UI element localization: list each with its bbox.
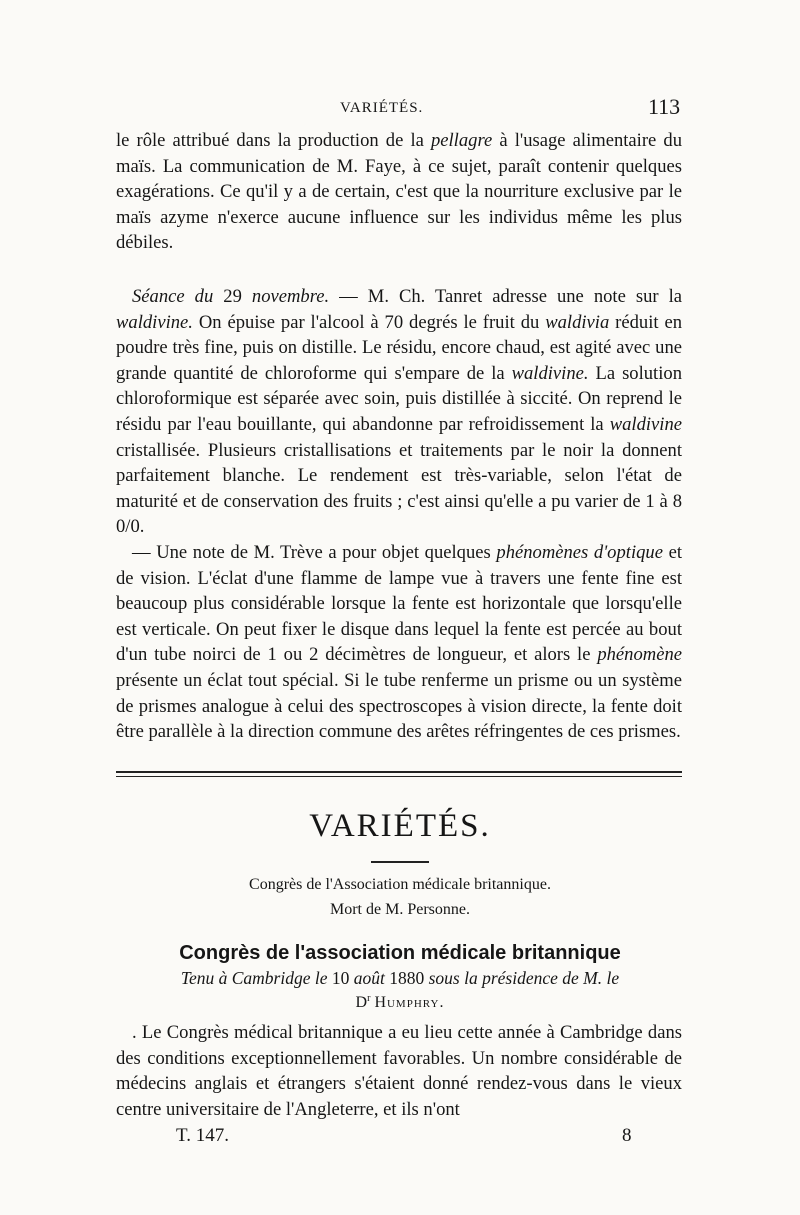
- congres-paragraph: [116, 1020, 682, 1122]
- text-run: 1880: [389, 968, 425, 988]
- running-title: VARIÉTÉS.: [340, 100, 424, 116]
- paragraph-pellagre: [116, 128, 682, 256]
- section-heading: VARIÉTÉS.: [309, 808, 491, 844]
- president-name: [0, 993, 800, 1012]
- italic-run: phénomènes d'optique: [496, 542, 663, 563]
- text-run: cristallisée. Plusieurs cristallisations et traitements par le noir la donnent parfaitement blanche. Le rendement est très-variable, selon l'état de maturité et de conservation des fruits ; c'est ainsi qu'elle a pu varier de 1 à 8 0/0.: [116, 439, 682, 538]
- text-run: Tenu à Cambridge le: [180, 968, 332, 988]
- treve-paragraph: [116, 540, 682, 745]
- italic-run: waldivine.: [511, 362, 589, 384]
- section-divider-thin: [116, 776, 682, 777]
- contents-line-2: Mort de M. Personne.: [330, 901, 470, 918]
- text-run: On épuise par l'alcool à 70 degrés le fruit du: [192, 311, 546, 333]
- italic-run: waldivine: [609, 413, 682, 435]
- text-run: La solution chloroformique est séparée avec soin, puis distillée à siccité. On reprend le résidu par l'eau bouillante, qui abandonne par refroidissement la: [116, 362, 682, 435]
- superscript: r: [367, 993, 371, 1004]
- italic-run: phénomène: [597, 644, 682, 666]
- seance-paragraph: [116, 284, 682, 540]
- italic-run: waldivine.: [116, 311, 193, 333]
- text-run: Humphry.: [374, 994, 445, 1011]
- text-run: et de vision. L'éclat d'une flamme de lampe vue à travers une fente fine est beaucoup plus considérable lorsque la fente est horizontale que lorsqu'elle est verticale. On peut fixer le disque dans lequel la fente est percée au bout d'un tube noirci de 1 ou 2 décimètres de longueur, et alors le: [116, 542, 682, 666]
- text-run: sous la présidence de M. le: [424, 968, 620, 988]
- section-divider-thick: [116, 771, 682, 773]
- heading-underline: [371, 861, 429, 863]
- volume-label: T. 147.: [176, 1125, 229, 1146]
- paragraph-optique: [116, 540, 682, 745]
- contents-line-1: Congrès de l'Association médicale britannique.: [249, 876, 551, 893]
- top-paragraph: [116, 128, 682, 256]
- italic-run: Séance du: [132, 286, 214, 307]
- paragraph-congres: . Le Congrès médical britannique a eu lieu cette année à Cambridge dans des conditions exceptionnellement favorables. Un nombre considérable de médecins anglais et étrangers s'étaient donné rendez-vous dans le vieux centre universitaire de l'Angleterre, et ils n'ont: [116, 1022, 682, 1120]
- text-run: D: [355, 994, 368, 1011]
- italic-run: pellagre: [430, 130, 493, 151]
- text-run: — M. Ch. Tanret adresse une note sur la: [329, 286, 682, 307]
- text-run: réduit en poudre très fine, puis on distille. Le résidu, encore chaud, est agité avec une grande quantité de chloroforme qui s'empare de la: [116, 311, 682, 384]
- text-run: août: [349, 968, 390, 988]
- text-run: 10: [331, 968, 350, 988]
- signature-mark: 8: [622, 1125, 632, 1146]
- italic-run: waldivia: [545, 311, 610, 333]
- article-subtitle: [0, 968, 800, 989]
- text-run: 29: [213, 286, 252, 307]
- page-number: 113: [648, 94, 681, 119]
- text-run: le rôle attribué dans la production de la: [116, 130, 431, 151]
- paragraph-waldivine: [116, 284, 682, 540]
- italic-run: novembre.: [251, 286, 330, 307]
- text-run: présente un éclat tout spécial. Si le tube renferme un prisme ou un système de prismes analogue à celui des spectroscopes à vision directe, la fente doit être parallèle à la direction commune des arêtes réfringentes de ces prismes.: [116, 669, 682, 743]
- text-run: — Une note de M. Trève a pour objet quelques: [132, 542, 497, 563]
- article-title: Congrès de l'association médicale britannique: [179, 942, 621, 964]
- text-run: à l'usage alimentaire du maïs. La communication de M. Faye, à ce sujet, paraît contenir quelques exagérations. Ce qu'il y a de certain, c'est que la nourriture exclusive par le maïs azyme n'exerce aucune influence sur les individus même les plus débiles.: [116, 130, 682, 254]
